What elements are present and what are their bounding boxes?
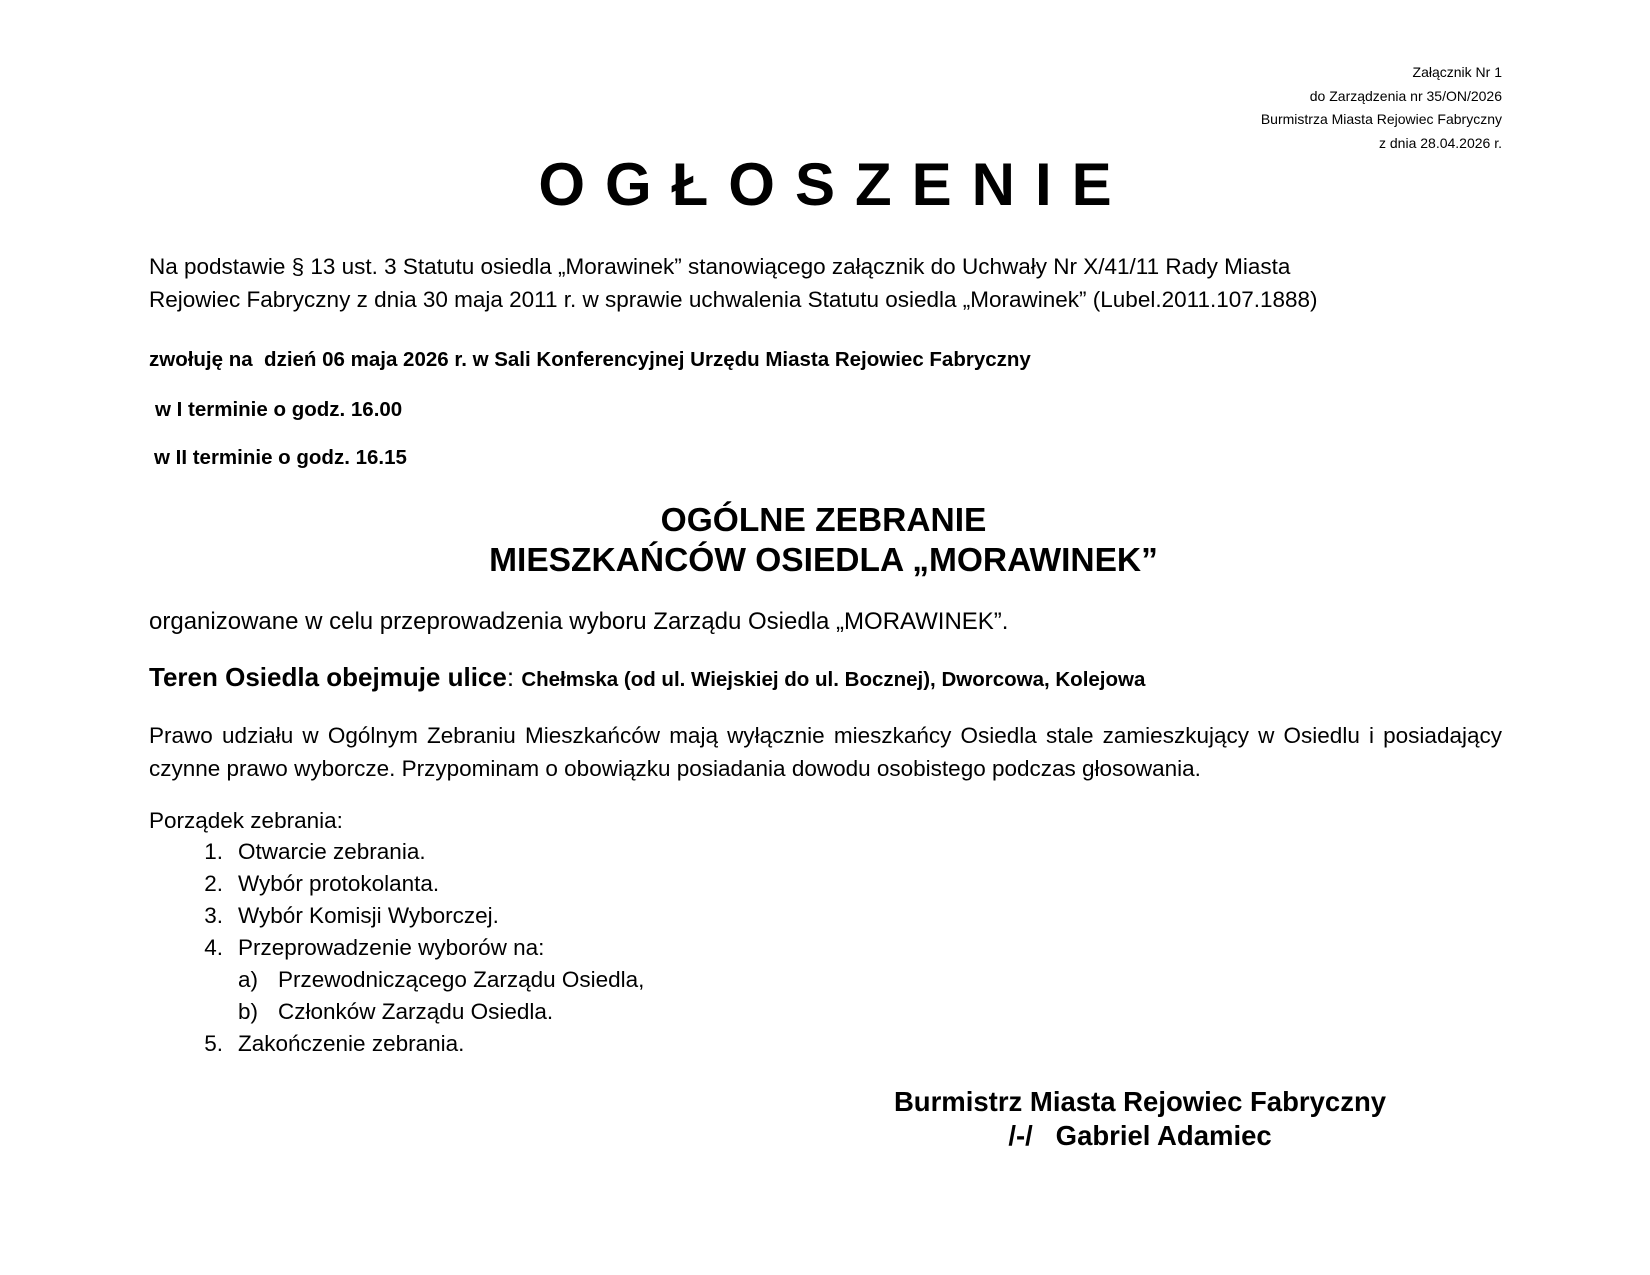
meeting-heading-line-1: OGÓLNE ZEBRANIE xyxy=(660,502,987,539)
signatory-title: Burmistrz Miasta Rejowiec Fabryczny xyxy=(893,1086,1387,1117)
agenda-list xyxy=(149,836,1502,1060)
meeting-heading xyxy=(147,501,1500,581)
agenda-item-number: 1. xyxy=(204,839,223,864)
agenda-subitem xyxy=(149,964,1502,996)
agenda-subitem xyxy=(149,996,1502,1028)
signatory-name: /-/ Gabriel Adamiec xyxy=(1008,1120,1272,1151)
agenda-item-text: Wybór protokolanta. xyxy=(238,871,440,896)
announcement-body xyxy=(149,250,1502,1060)
voting-rights-paragraph: Prawo udziału w Ogólnym Zebraniu Mieszkańców mają wyłącznie mieszkańcy Osiedla stale zamieszkujący w Osiedlu i posiadający czynne prawo wyborcze. Przypominam o obowiązku posiadania dowodu osobistego podczas głosowania. xyxy=(149,723,1502,781)
agenda-item-text: Zakończenie zebrania. xyxy=(238,1031,465,1056)
agenda-item-text: Przeprowadzenie wyborów na: xyxy=(238,935,545,960)
meeting-heading-line-2: MIESZKAŃCÓW OSIEDLA „MORAWINEK” xyxy=(489,542,1158,579)
agenda-label: Porządek zebrania: xyxy=(149,808,343,833)
legal-basis-paragraph xyxy=(149,250,1502,316)
streets-line xyxy=(149,660,1502,699)
legal-basis-line-2: Rejowiec Fabryczny z dnia 30 maja 2011 r. w sprawie uchwalenia Statutu osiedla „Morawinek” (Lubel.2011.107.1888) xyxy=(149,287,1318,312)
agenda-item-text: Otwarcie zebrania. xyxy=(238,839,426,864)
streets-label: Teren Osiedla obejmuje ulice xyxy=(149,662,507,692)
agenda-item xyxy=(149,1028,1502,1060)
streets-value: Chełmska (od ul. Wiejskiej do ul. Bocznej), Dworcowa, Kolejowa xyxy=(521,668,1146,691)
agenda-item-number: 4. xyxy=(204,935,223,960)
agenda-subitem-letter: a) xyxy=(238,967,259,992)
annex-line-1: Załącznik Nr 1 xyxy=(1412,64,1502,80)
second-term: w II terminie o godz. 16.15 xyxy=(154,446,407,469)
annex-reference xyxy=(1261,61,1502,155)
agenda-subitem-letter: b) xyxy=(238,999,259,1024)
streets-colon: : xyxy=(506,662,522,692)
annex-line-4: z dnia 28.04.2026 r. xyxy=(1379,134,1502,151)
legal-basis-line-1: Na podstawie § 13 ust. 3 Statutu osiedla „Morawinek” stanowiącego załącznik do Uchwały Nr X/41/11 Rady Miasta xyxy=(149,254,1291,279)
document-title: OGŁOSZENIE xyxy=(538,151,1132,218)
agenda-subitem-text: Członków Zarządu Osiedla. xyxy=(278,999,554,1024)
annex-line-2: do Zarządzenia nr 35/ON/2026 xyxy=(1309,87,1502,104)
annex-line-3: Burmistrza Miasta Rejowiec Fabryczny xyxy=(1260,111,1502,127)
convening-statement: zwołuję na dzień 06 maja 2026 r. w Sali Konferencyjnej Urzędu Miasta Rejowiec Fabryczny xyxy=(149,348,1031,371)
agenda-item xyxy=(149,932,1502,964)
agenda-item-text: Wybór Komisji Wyborczej. xyxy=(238,903,499,928)
agenda-item-number: 3. xyxy=(204,903,223,928)
agenda-subitem-text: Przewodniczącego Zarządu Osiedla, xyxy=(278,967,645,992)
first-term: w I terminie o godz. 16.00 xyxy=(155,398,403,421)
agenda-item-number: 2. xyxy=(204,871,223,896)
agenda-item xyxy=(149,836,1502,868)
meeting-purpose: organizowane w celu przeprowadzenia wyboru Zarządu Osiedla „MORAWINEK”. xyxy=(149,608,1009,635)
signature-block xyxy=(860,1085,1420,1153)
agenda-item xyxy=(149,868,1502,900)
agenda-item-number: 5. xyxy=(204,1031,223,1056)
agenda-item xyxy=(149,900,1502,932)
